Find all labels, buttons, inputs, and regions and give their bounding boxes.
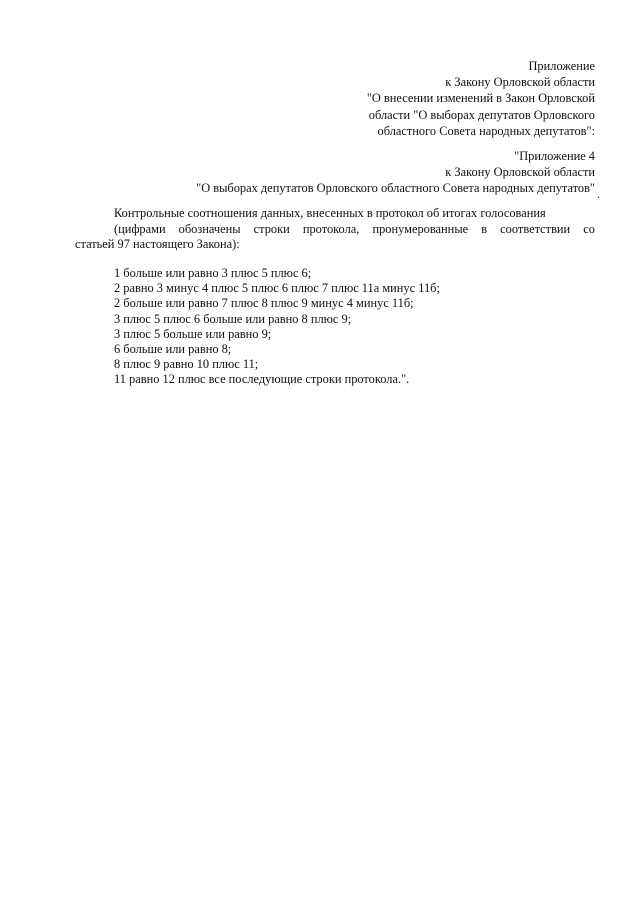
intro-word: пронумерованные [372, 221, 469, 236]
control-ratios-list [114, 266, 440, 388]
control-ratio-item: 3 плюс 5 плюс 6 больше или равно 8 плюс 9; [114, 311, 352, 326]
appendix-header-line: к Закону Орловской области [445, 75, 595, 90]
appendix-header-line: Приложение [528, 59, 595, 73]
control-ratio-item: 2 равно 3 минус 4 плюс 5 плюс 6 плюс 7 плюс 11а минус 11б; [114, 281, 440, 296]
intro-title: Контрольные соотношения данных, внесенных в протокол об итогах голосования [114, 206, 546, 220]
intro-tail: статьей 97 настоящего Закона): [75, 237, 240, 252]
appendix-header-line: "О внесении изменений в Закон Орловской [366, 91, 595, 106]
appendix-4-header-line: "О выборах депутатов Орловского областного Совета народных депутатов" [196, 181, 595, 196]
control-ratio-item: 3 плюс 5 больше или равно 9; [114, 326, 272, 341]
appendix-header-line: областного Совета народных депутатов": [377, 123, 595, 138]
appendix-4-header [196, 148, 595, 197]
appendix-header [367, 58, 595, 139]
appendix-4-header-line: "Приложение 4 [514, 149, 595, 163]
intro-word: (цифрами [114, 221, 166, 236]
intro-word: протокола, [302, 221, 360, 236]
intro-word: со [583, 221, 595, 236]
intro-word: соответствии [500, 221, 571, 236]
intro-word: обозначены [178, 221, 241, 236]
intro-justified-line [75, 222, 595, 238]
intro-paragraph [75, 206, 595, 253]
control-ratio-item: 2 больше или равно 7 плюс 8 плюс 9 минус 4 минус 11б; [114, 296, 414, 311]
intro-word: строки [253, 221, 290, 236]
control-ratio-item: 11 равно 12 плюс все последующие строки протокола.". [114, 372, 410, 387]
stray-mark: . [597, 187, 600, 201]
intro-word: в [481, 221, 488, 236]
appendix-header-line: области "О выборах депутатов Орловского [368, 107, 595, 122]
control-ratio-item: 6 больше или равно 8; [114, 342, 232, 357]
control-ratio-item: 8 плюс 9 равно 10 плюс 11; [114, 357, 259, 372]
appendix-4-header-line: к Закону Орловской области [445, 165, 595, 180]
control-ratio-item: 1 больше или равно 3 плюс 5 плюс 6; [114, 266, 312, 280]
